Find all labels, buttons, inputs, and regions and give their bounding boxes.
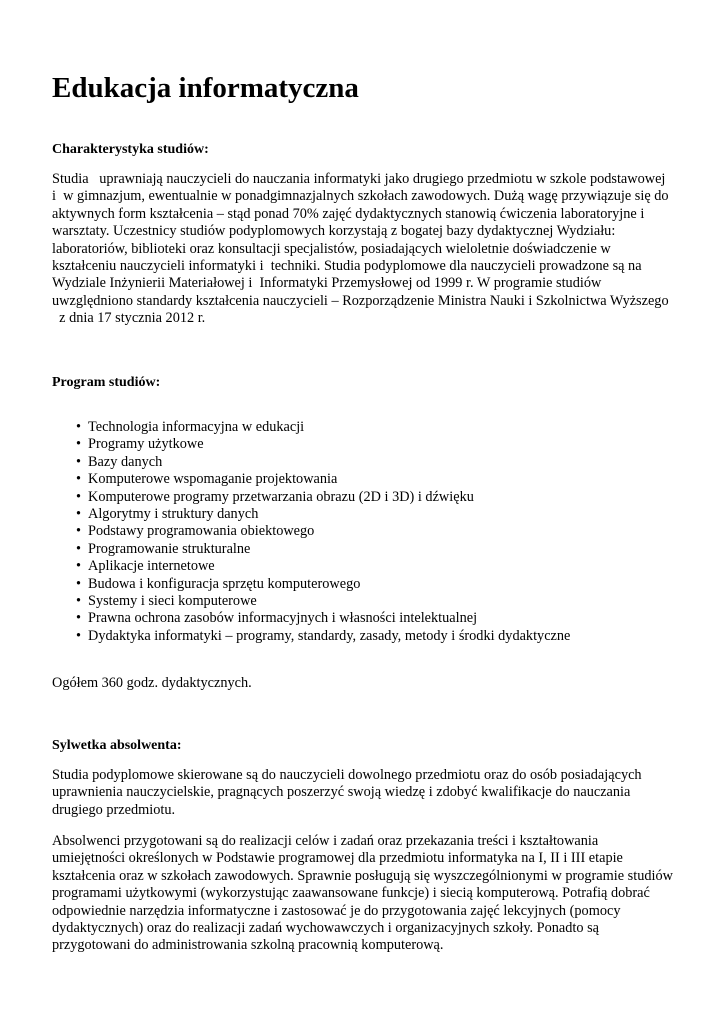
list-item: • Systemy i sieci komputerowe [74, 593, 570, 610]
graduate-paragraph-1 [52, 767, 642, 819]
list-item: • Programy użytkowe [74, 436, 570, 453]
paragraph-line: z dnia 17 stycznia 2012 r. [52, 310, 206, 327]
graduate-heading: Sylwetka absolwenta: [52, 738, 182, 753]
paragraph-line: i w gimnazjum, ewentualnie w ponadgimnazjalnych szkołach zawodowych. Dużą wagę przywiązuje się do [52, 188, 669, 205]
list-item: • Dydaktyka informatyki – programy, standardy, zasady, metody i środki dydaktyczne [74, 628, 570, 645]
paragraph-line: warsztaty. Uczestnicy studiów podyplomowych korzystają z bogatej bazy dydaktycznej Wydziału: [52, 223, 616, 240]
paragraph-line: drugiego przedmiotu. [52, 801, 176, 818]
paragraph-line: umiejętności określonych w Podstawie programowej dla przedmiotu informatyka na I, II i III etapie [52, 850, 623, 867]
list-item: • Algorytmy i struktury danych [74, 506, 570, 523]
list-item: • Komputerowe wspomaganie projektowania [74, 471, 570, 488]
paragraph-line: odpowiednie narzędzia informatyczne i zastosować je do przygotowania zajęć lekcyjnych (pomocy [52, 902, 621, 919]
list-item: • Komputerowe programy przetwarzania obrazu (2D i 3D) i dźwięku [74, 489, 570, 506]
program-list [74, 419, 570, 645]
paragraph-line: kształceniu nauczycieli informatyki i techniki. Studia podyplomowe dla nauczycieli prowadzone są na [52, 258, 642, 275]
list-item: • Prawna ochrona zasobów informacyjnych i własności intelektualnej [74, 610, 570, 627]
paragraph-line: kształcenia oraz w szkołach zawodowych. Sprawnie posługują się wyszczególnionymi w programie studiów [52, 867, 673, 884]
characteristics-heading: Charakterystyka studiów: [52, 142, 209, 157]
list-item: • Podstawy programowania obiektowego [74, 523, 570, 540]
paragraph-line: uwzględniono standardy kształcenia nauczycieli – Rozporządzenie Ministra Nauki i Szkolnictwa Wyższego [52, 292, 669, 309]
paragraph-line: Studia podyplomowe skierowane są do nauczycieli dowolnego przedmiotu oraz do osób posiadających [52, 767, 642, 783]
program-heading: Program studiów: [52, 375, 161, 390]
paragraph-line: przygotowani do administrowania szkolną pracownią komputerową. [52, 937, 444, 954]
page-title: Edukacja informatyczna [52, 72, 359, 104]
paragraph-line: dydaktycznych) oraz do realizacji zadań wychowawczych i organizacyjnych szkoły. Ponadto są [52, 920, 600, 937]
paragraph-line: laboratoriów, biblioteki oraz konsultacji specjalistów, posiadających wieloletnie doświadczenie w [52, 240, 611, 257]
paragraph-line: uprawnienia nauczycielskie, pragnących poszerzyć swoją wiedzę i zdobyć kwalifikacje do nauczania [52, 784, 631, 801]
paragraph-line: Studia uprawniają nauczycieli do nauczania informatyki jako drugiego przedmiotu w szkole podstawowej [52, 171, 666, 187]
paragraph-line: Absolwenci przygotowani są do realizacji celów i zadań oraz przekazania treści i kształtowania [52, 833, 599, 849]
paragraph-line: Wydziale Inżynierii Materiałowej i Informatyki Przemysłowej od 1999 r. W programie studiów [52, 275, 602, 292]
list-item: • Aplikacje internetowe [74, 558, 570, 575]
paragraph-line: aktywnych form kształcenia – stąd ponad 70% zajęć dydaktycznych stanowią ćwiczenia laboratoryjne i [52, 205, 645, 222]
program-total: Ogółem 360 godz. dydaktycznych. [52, 675, 252, 691]
graduate-paragraph-2 [52, 833, 673, 955]
paragraph-line: programami użytkowymi (wykorzystując zaawansowane funkcje) i siecią komputerową. Potrafią dobrać [52, 885, 650, 902]
characteristics-paragraph [52, 171, 669, 328]
list-item: • Technologia informacyjna w edukacji [74, 419, 570, 436]
list-item: • Budowa i konfiguracja sprzętu komputerowego [74, 576, 570, 593]
list-item: • Programowanie strukturalne [74, 541, 570, 558]
list-item: • Bazy danych [74, 454, 570, 471]
